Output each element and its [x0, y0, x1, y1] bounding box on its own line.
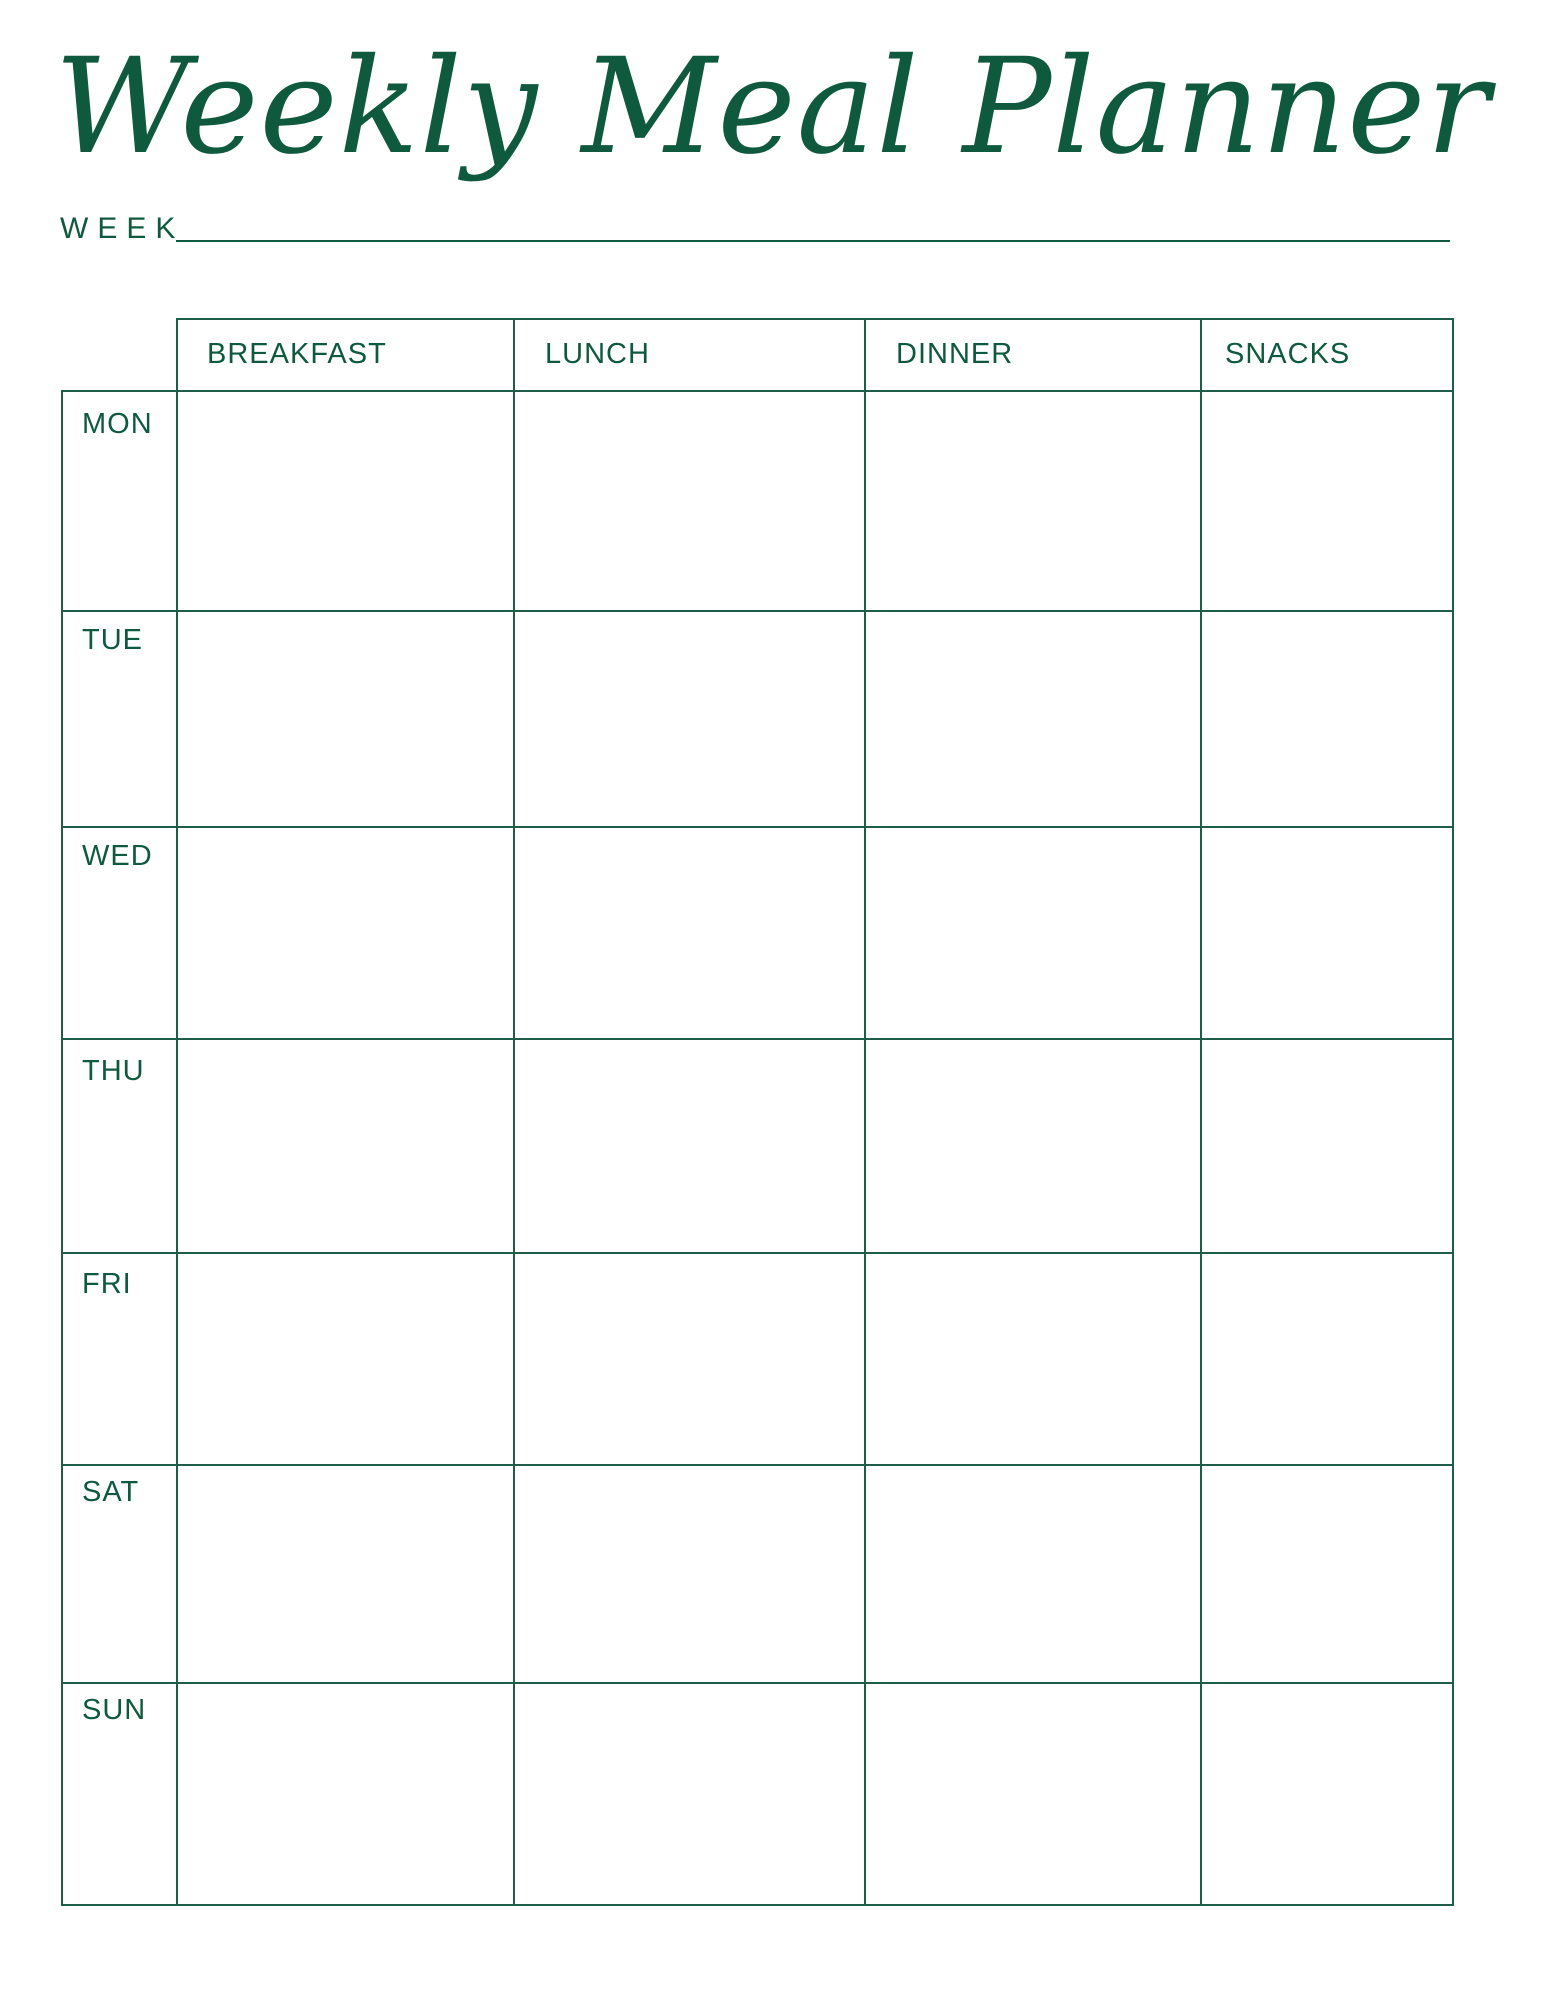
- meal-cell-sat-lunch[interactable]: [515, 1466, 864, 1682]
- meal-cell-fri-dinner[interactable]: [866, 1254, 1200, 1464]
- day-label-mon: MON: [82, 408, 153, 440]
- day-label-tue: TUE: [82, 624, 143, 656]
- meal-cell-sat-snacks[interactable]: [1202, 1466, 1452, 1682]
- column-header-lunch: LUNCH: [545, 338, 650, 370]
- meal-cell-tue-breakfast[interactable]: [178, 612, 513, 826]
- meal-cell-sun-breakfast[interactable]: [178, 1684, 513, 1904]
- meal-cell-thu-lunch[interactable]: [515, 1040, 864, 1252]
- day-label-thu: THU: [82, 1055, 145, 1087]
- meal-cell-mon-dinner[interactable]: [866, 392, 1200, 610]
- week-input-line[interactable]: [176, 240, 1450, 242]
- meal-cell-sun-dinner[interactable]: [866, 1684, 1200, 1904]
- meal-cell-mon-breakfast[interactable]: [178, 392, 513, 610]
- grid-line-left: [61, 390, 63, 1906]
- grid-line-row-8: [61, 1904, 1454, 1906]
- meal-cell-fri-breakfast[interactable]: [178, 1254, 513, 1464]
- meal-cell-sun-snacks[interactable]: [1202, 1684, 1452, 1904]
- meal-cell-mon-snacks[interactable]: [1202, 392, 1452, 610]
- meal-cell-wed-dinner[interactable]: [866, 828, 1200, 1038]
- day-label-sat: SAT: [82, 1476, 140, 1508]
- day-label-fri: FRI: [82, 1268, 132, 1300]
- week-label: WEEK: [60, 212, 185, 245]
- meal-cell-thu-snacks[interactable]: [1202, 1040, 1452, 1252]
- meal-cell-wed-snacks[interactable]: [1202, 828, 1452, 1038]
- meal-cell-tue-lunch[interactable]: [515, 612, 864, 826]
- meal-cell-thu-dinner[interactable]: [866, 1040, 1200, 1252]
- meal-cell-wed-breakfast[interactable]: [178, 828, 513, 1038]
- meal-cell-tue-dinner[interactable]: [866, 612, 1200, 826]
- meal-cell-mon-lunch[interactable]: [515, 392, 864, 610]
- meal-cell-sat-breakfast[interactable]: [178, 1466, 513, 1682]
- meal-cell-sat-dinner[interactable]: [866, 1466, 1200, 1682]
- meal-cell-wed-lunch[interactable]: [515, 828, 864, 1038]
- meal-cell-fri-lunch[interactable]: [515, 1254, 864, 1464]
- column-header-breakfast: BREAKFAST: [207, 338, 387, 370]
- meal-cell-fri-snacks[interactable]: [1202, 1254, 1452, 1464]
- day-label-sun: SUN: [82, 1694, 147, 1726]
- meal-cell-tue-snacks[interactable]: [1202, 612, 1452, 826]
- grid-line-col-5: [1452, 318, 1454, 1906]
- page-title: Weekly Meal Planner: [54, 30, 1491, 184]
- day-label-wed: WED: [82, 840, 153, 872]
- grid-line-header-top: [176, 318, 1454, 320]
- column-header-dinner: DINNER: [896, 338, 1014, 370]
- meal-cell-sun-lunch[interactable]: [515, 1684, 864, 1904]
- meal-cell-thu-breakfast[interactable]: [178, 1040, 513, 1252]
- column-header-snacks: SNACKS: [1225, 338, 1351, 370]
